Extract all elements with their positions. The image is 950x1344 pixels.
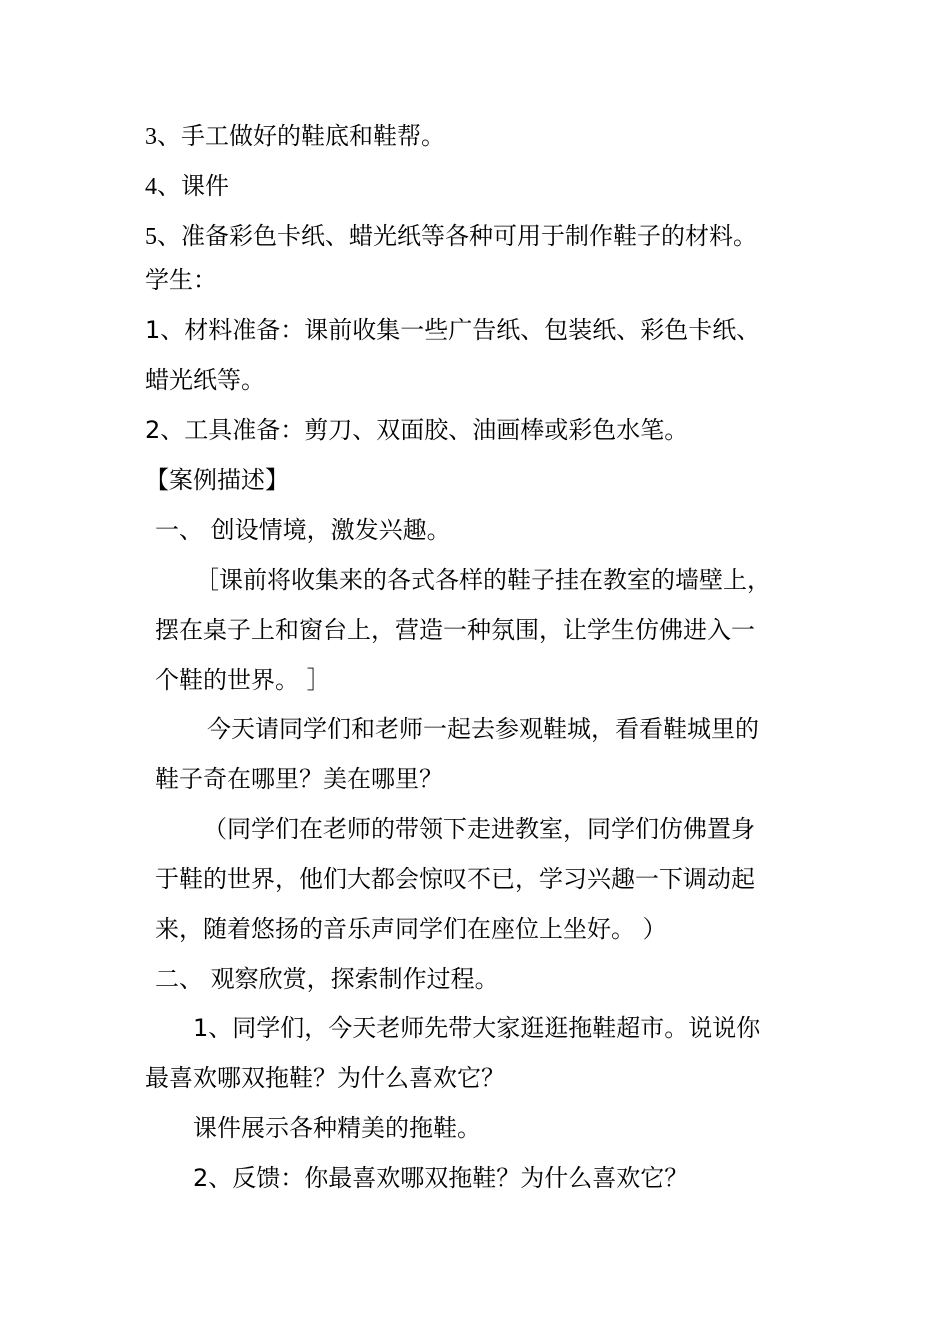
text-line: 课件展示各种精美的拖鞋。	[193, 1114, 481, 1142]
section-heading: 一、 创设情境，激发兴趣。	[155, 516, 451, 544]
text-line: 来，随着悠扬的音乐声同学们在座位上坐好。 ）	[155, 915, 667, 943]
text-line: 1、同学们，今天老师先带大家逛逛拖鞋超市。说说你	[193, 1014, 761, 1042]
text-line: 3、手工做好的鞋底和鞋帮。	[145, 124, 445, 150]
text-line: 今天请同学们和老师一起去参观鞋城，看看鞋城里的	[207, 715, 759, 743]
text-line: 最喜欢哪双拖鞋？为什么喜欢它？	[145, 1064, 505, 1092]
text-line: 摆在桌子上和窗台上，营造一种氛围，让学生仿佛进入一	[155, 616, 755, 644]
text-line: 2、工具准备：剪刀、双面胶、油画棒或彩色水笔。	[145, 416, 689, 444]
text-line: 个鞋的世界。 ］	[155, 666, 331, 694]
text-line: 2、反馈：你最喜欢哪双拖鞋？为什么喜欢它？	[193, 1164, 689, 1192]
text-line: 于鞋的世界，他们大都会惊叹不已，学习兴趣一下调动起	[155, 865, 755, 893]
section-heading: 二、 观察欣赏，探索制作过程。	[155, 965, 499, 993]
section-heading: 【案例描述】	[145, 466, 289, 494]
text-line: 1、材料准备：课前收集一些广告纸、包装纸、彩色卡纸、	[145, 316, 761, 344]
text-line: 4、课件	[145, 174, 229, 200]
text-line: 鞋子奇在哪里？美在哪里？	[155, 765, 443, 793]
text-line: 5、准备彩色卡纸、蜡光纸等各种可用于制作鞋子的材料。	[145, 224, 757, 250]
text-line: 学生：	[145, 266, 217, 294]
text-line: （同学们在老师的带领下走进教室，同学们仿佛置身	[203, 815, 755, 843]
text-line: ［课前将收集来的各式各样的鞋子挂在教室的墙壁上，	[195, 566, 771, 594]
text-line: 蜡光纸等。	[145, 366, 265, 394]
